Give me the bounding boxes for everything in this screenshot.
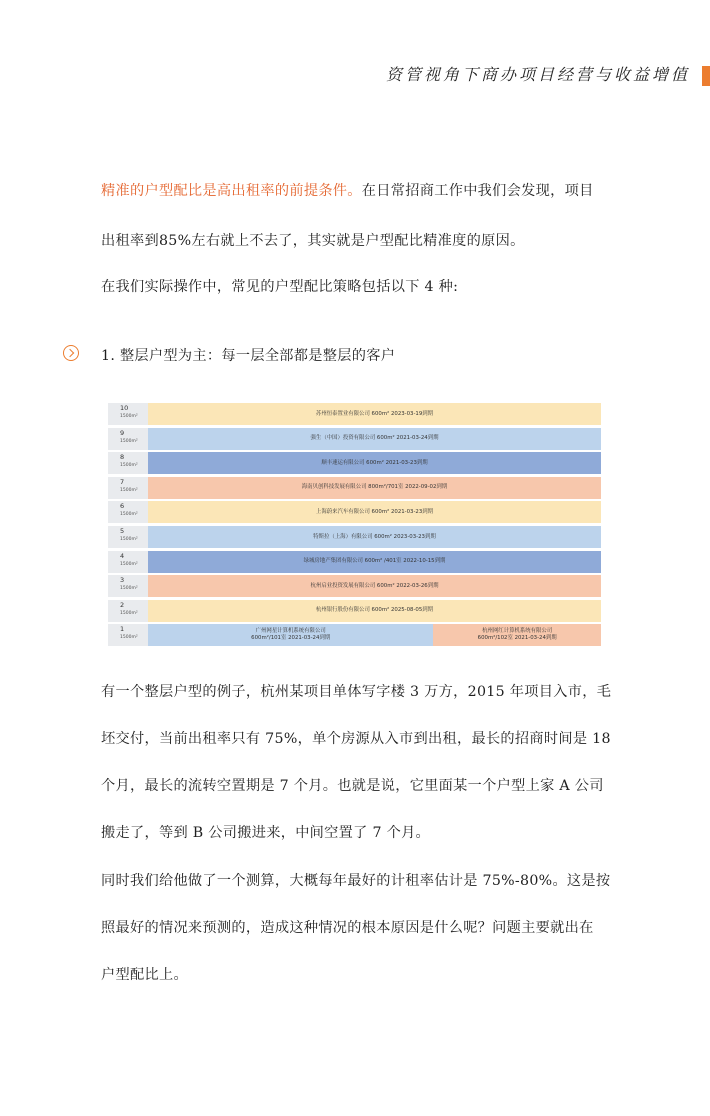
intro-line-2: 出租率到85%左右就上不去了，其实就是户型配比精准度的原因。 xyxy=(101,233,525,249)
tenant-cell xyxy=(148,624,433,646)
tenant-info: 杭州银行股份有限公司 600m² 2025-08-05到期 xyxy=(315,607,434,614)
tenant-cell xyxy=(148,501,601,523)
tenant-info: 广州网星计算机系统有限公司 xyxy=(255,628,326,635)
floor-number: 9 xyxy=(120,428,125,437)
floor-area: 1500m² xyxy=(120,586,138,592)
floor-number: 7 xyxy=(120,477,125,486)
tenant-info: 强生（中国）投资有限公司 600m² 2021-03-24到期 xyxy=(310,435,439,442)
floor-area: 1500m² xyxy=(120,635,138,641)
floor-number: 2 xyxy=(120,600,125,609)
tenant-cell xyxy=(148,403,601,425)
header-title: 资管视角下商办项目经营与收益增值 xyxy=(385,65,690,84)
floor-number: 3 xyxy=(120,576,125,585)
tenant-info: 杭州网红计算机系统有限公司 xyxy=(482,628,553,635)
section-heading: 1. 整层户型为主：每一层全部都是整层的客户 xyxy=(101,348,396,364)
tenant-info: 绿城房地产集团有限公司 600m² /401室 2022-10-15到期 xyxy=(303,558,446,565)
floor-label xyxy=(108,526,148,548)
tenant-cell xyxy=(148,477,601,499)
floor-label xyxy=(108,501,148,523)
floor-label xyxy=(108,600,148,622)
tenant-info: 海南贝创科技发展有限公司 800m²/701室 2022-09-02到期 xyxy=(301,484,448,491)
tenant-cell xyxy=(433,624,601,646)
floor-label xyxy=(108,624,148,646)
tenant-info: 600m²/101室 2021-03-24到期 xyxy=(251,635,331,642)
floor-number: 4 xyxy=(120,551,125,560)
floor-number: 1 xyxy=(120,625,125,634)
floor-label xyxy=(108,477,148,499)
tenant-cell xyxy=(148,575,601,597)
tenant-cell xyxy=(148,526,601,548)
tenant-info: 杭州启业投资发展有限公司 600m² 2022-03-26到期 xyxy=(310,582,439,589)
stacking-plan xyxy=(108,403,601,642)
body-line: 个月，最长的流转空置期是 7 个月。也就是说，它里面某一个户型上家 A 公司 xyxy=(101,778,604,794)
floor-row xyxy=(108,575,601,597)
tenant-cell xyxy=(148,600,601,622)
intro-line-3: 在我们实际操作中，常见的户型配比策略包括以下 4 种: xyxy=(101,279,459,295)
chevron-right-circle-icon xyxy=(63,345,79,361)
floor-label xyxy=(108,452,148,474)
tenant-info: 600m²/102室 2021-03-24到期 xyxy=(477,635,557,642)
page-header xyxy=(0,62,710,88)
floor-number: 10 xyxy=(120,404,129,412)
floor-row xyxy=(108,428,601,450)
tenant-info: 苏州恒泰置业有限公司 600m² 2023-03-19到期 xyxy=(315,410,434,417)
floor-row xyxy=(108,624,601,646)
floor-number: 6 xyxy=(120,502,125,511)
floor-label xyxy=(108,428,148,450)
floor-area: 1500m² xyxy=(120,537,138,542)
tenant-cell xyxy=(148,428,601,450)
floor-row xyxy=(108,526,601,548)
floor-row xyxy=(108,551,601,573)
floor-label xyxy=(108,551,148,573)
floor-number: 8 xyxy=(120,453,125,462)
tenant-cell xyxy=(148,452,601,474)
header-accent-bar xyxy=(702,66,710,86)
body-line: 坯交付，当前出租率只有 75%，单个房源从入市到出租，最长的招商时间是 18 xyxy=(101,731,611,747)
body-line: 户型配比上。 xyxy=(101,967,188,983)
intro-highlight: 精准的户型配比是高出租率的前提条件。 xyxy=(101,183,362,199)
floor-label xyxy=(108,575,148,597)
floor-area: 1500m² xyxy=(120,512,138,518)
floor-area: 1500m² xyxy=(120,438,138,444)
floor-area: 1500m² xyxy=(120,487,138,493)
body-line: 有一个整层户型的例子，杭州某项目单体写字楼 3 万方，2015 年项目入市，毛 xyxy=(101,684,612,700)
floor-row xyxy=(108,403,601,425)
floor-row xyxy=(108,477,601,499)
tenant-info: 特斯拉（上海）有限公司 600m² 2023-03-23到期 xyxy=(313,533,436,540)
body-line: 同时我们给他做了一个测算，大概每年最好的计租率估计是 75%-80%。这是按 xyxy=(101,873,611,889)
floor-area: 1500m² xyxy=(120,561,138,567)
floor-row xyxy=(108,501,601,523)
intro-line-1-rest: 在日常招商工作中我们会发现，项目 xyxy=(361,183,594,199)
floor-area: 1500m² xyxy=(120,610,138,616)
tenant-info: 顺丰速运有限公司 600m² 2021-03-23到期 xyxy=(321,459,428,466)
floor-area: 1500m² xyxy=(120,414,138,419)
body-line: 照最好的情况来预测的，造成这种情况的根本原因是什么呢？问题主要就出在 xyxy=(101,920,594,936)
floor-number: 5 xyxy=(120,527,125,535)
tenant-cell xyxy=(148,551,601,573)
tenant-info: 上海蔚来汽车有限公司 600m² 2021-03-23到期 xyxy=(315,508,434,515)
intro-line-1 xyxy=(101,180,594,200)
body-line: 搬走了，等到 B 公司搬进来，中间空置了 7 个月。 xyxy=(101,825,431,841)
floor-area: 1500m² xyxy=(120,463,138,469)
floor-label xyxy=(108,403,148,425)
floor-row xyxy=(108,452,601,474)
floor-row xyxy=(108,600,601,622)
